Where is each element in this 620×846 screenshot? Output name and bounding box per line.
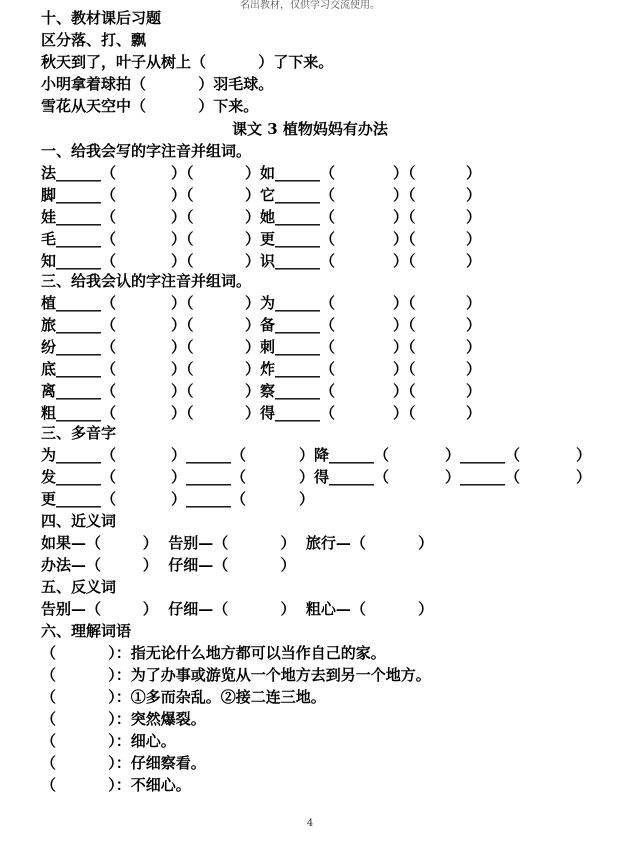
section-3a-cell-r5-c5: ） [466, 382, 482, 400]
section-1-cell-r3-c3: ）她______（ [245, 208, 336, 226]
polyphone-cell-r2-c5: ） [576, 468, 592, 486]
section-3a-cell-r5-c3: ）察______（ [245, 382, 336, 400]
section-1-cell-r1-c3: ）如______（ [245, 164, 336, 182]
page-number: 4 [306, 818, 314, 829]
section-1-cell-r2-c2: ）（ [171, 186, 194, 204]
lesson-title: 课文 3 植物妈妈有办法 [232, 120, 388, 138]
section-4-title: 四、近义词 [41, 512, 117, 530]
section-3a-cell-r1-c4: ）（ [393, 294, 416, 312]
polyphone-cell-r1-c4: ）______（ [445, 446, 521, 464]
section-3a-cell-r3-c4: ）（ [393, 338, 416, 356]
definition-line-4: （ ）：突然爆裂。 [41, 710, 206, 728]
section-3a-cell-r6-c1: 粗______（ [41, 404, 117, 422]
section-3a-cell-r5-c1: 离______（ [41, 382, 117, 400]
section-1-cell-r5-c1: 知______（ [41, 252, 117, 270]
section-1-cell-r4-c1: 毛______（ [41, 230, 117, 248]
section-3a-cell-r2-c5: ） [466, 316, 482, 334]
section-6-title: 六、理解词语 [41, 622, 132, 640]
section-1-cell-r1-c2: ）（ [171, 164, 194, 182]
section-3a-cell-r4-c1: 底______（ [41, 360, 117, 378]
section-5-title: 五、反义词 [41, 578, 117, 596]
section-10-subtitle: 区分落、打、飘 [41, 31, 147, 49]
section-3a-cell-r5-c2: ）（ [171, 382, 194, 400]
section-1-cell-r1-c5: ） [466, 164, 482, 182]
section-3a-cell-r6-c3: ）得______（ [245, 404, 336, 422]
section-3a-cell-r4-c5: ） [466, 360, 482, 378]
polyphone-cell-r1-c1: 为______（ [41, 446, 117, 464]
polyphone-cell-r2-c2: ）______（ [171, 468, 247, 486]
section-3a-cell-r1-c1: 植______（ [41, 294, 117, 312]
polyphone-cell-r1-c5: ） [576, 446, 592, 464]
section-3a-cell-r1-c5: ） [466, 294, 482, 312]
polyphone-cell-r3-c2: ）______（ [171, 490, 247, 508]
section-1-cell-r3-c4: ）（ [393, 208, 416, 226]
section-3a-title: 三、给我会认的字注音并组词。 [41, 272, 252, 290]
section-3a-cell-r3-c1: 纷______（ [41, 338, 117, 356]
definition-line-5: （ ）：细心。 [41, 732, 176, 750]
section-3a-cell-r6-c2: ）（ [171, 404, 194, 422]
polyphone-cell-r2-c1: 发______（ [41, 468, 117, 486]
section-3a-cell-r5-c4: ）（ [393, 382, 416, 400]
section-3a-cell-r2-c2: ）（ [171, 316, 194, 334]
polyphone-cell-r3-c3: ） [299, 490, 315, 508]
fill-sentence-3: 雪花从天空中（ ）下来。 [41, 97, 259, 115]
section-3a-cell-r1-c2: ）（ [171, 294, 194, 312]
section-1-cell-r4-c3: ）更______（ [245, 230, 336, 248]
polyphone-cell-r1-c3: ）降______（ [299, 446, 390, 464]
section-1-cell-r2-c3: ）它______（ [245, 186, 336, 204]
section-3b-title: 三、多音字 [41, 424, 117, 442]
section-3a-cell-r2-c4: ）（ [393, 316, 416, 334]
section-10-title: 十、教材课后习题 [41, 9, 162, 27]
polyphone-cell-r2-c3: ）得______（ [299, 468, 390, 486]
section-1-cell-r2-c5: ） [466, 186, 482, 204]
antonym-line-1: 告别—（ ） 仔细—（ ） 粗心—（ ） [41, 600, 434, 618]
definition-line-1: （ ）：指无论什么地方都可以当作自己的家。 [41, 644, 386, 662]
section-3a-cell-r1-c3: ）为______（ [245, 294, 336, 312]
polyphone-cell-r1-c2: ）______（ [171, 446, 247, 464]
section-1-cell-r1-c4: ）（ [393, 164, 416, 182]
section-3a-cell-r4-c4: ）（ [393, 360, 416, 378]
fill-sentence-1: 秋天到了，叶子从树上（ ）了下来。 [41, 53, 334, 71]
section-1-cell-r5-c3: ）识______（ [245, 252, 336, 270]
section-1-cell-r4-c5: ） [466, 230, 482, 248]
section-1-cell-r3-c1: 娃______（ [41, 208, 117, 226]
section-1-cell-r5-c5: ） [466, 252, 482, 270]
section-1-cell-r4-c4: ）（ [393, 230, 416, 248]
section-1-cell-r3-c2: ）（ [171, 208, 194, 226]
section-1-cell-r1-c1: 法______（ [41, 164, 117, 182]
section-3a-cell-r4-c2: ）（ [171, 360, 194, 378]
definition-line-6: （ ）：仔细察看。 [41, 754, 206, 772]
section-3a-cell-r3-c3: ）刺______（ [245, 338, 336, 356]
definition-line-3: （ ）：①多而杂乱。②接二连三地。 [41, 688, 326, 706]
polyphone-cell-r2-c4: ）______（ [445, 468, 521, 486]
section-3a-cell-r6-c4: ）（ [393, 404, 416, 422]
section-3a-cell-r6-c5: ） [466, 404, 482, 422]
section-1-cell-r5-c2: ）（ [171, 252, 194, 270]
section-3a-cell-r4-c3: ）炸______（ [245, 360, 336, 378]
synonym-line-2: 办法—（ ） 仔细—（ ） [41, 556, 296, 574]
section-1-cell-r2-c1: 脚______（ [41, 186, 117, 204]
page-header-note: 名出教材，仅供学习交流使用。 [240, 0, 380, 11]
section-3a-cell-r2-c1: 旅______（ [41, 316, 117, 334]
synonym-line-1: 如果—（ ） 告别—（ ） 旅行—（ ） [41, 534, 434, 552]
section-1-cell-r3-c5: ） [466, 208, 482, 226]
section-1-cell-r2-c4: ）（ [393, 186, 416, 204]
section-3a-cell-r2-c3: ）备______（ [245, 316, 336, 334]
definition-line-7: （ ）：不细心。 [41, 776, 191, 794]
section-3a-cell-r3-c5: ） [466, 338, 482, 356]
polyphone-cell-r3-c1: 更______（ [41, 490, 117, 508]
fill-sentence-2: 小明拿着球拍（ ）羽毛球。 [41, 75, 274, 93]
section-1-cell-r4-c2: ）（ [171, 230, 194, 248]
section-3a-cell-r3-c2: ）（ [171, 338, 194, 356]
section-1-title: 一、给我会写的字注音并组词。 [41, 142, 252, 160]
definition-line-2: （ ）：为了办事或游览从一个地方去到另一个地方。 [41, 666, 431, 684]
section-1-cell-r5-c4: ）（ [393, 252, 416, 270]
